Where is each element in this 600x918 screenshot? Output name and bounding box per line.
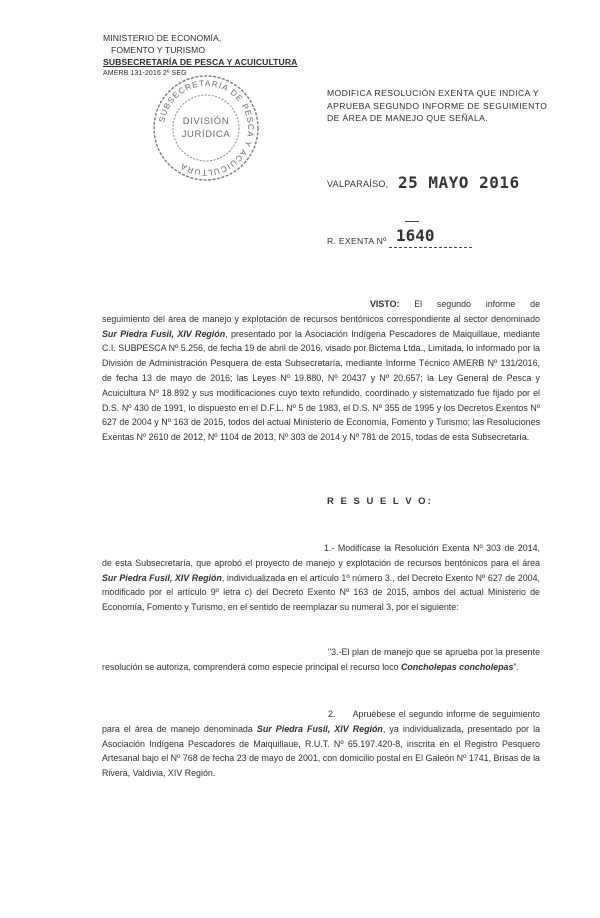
item2-number: 2. [328, 709, 336, 719]
date-stamp: 25 MAYO 2016 [398, 173, 520, 192]
resuelvo-quote [102, 645, 540, 675]
item1-text-b: , individualizada en el artículo 1º número 3., del Decreto Exento Nº 627 de 2004, modificado por el artículo 9º letra c) del Decreto Exento Nº 163 de 2015, ambos del actual Ministerio de Economía, Fomento y Turismo, en el sentido de reemplazar su numeral 3, por el siguiente: [102, 572, 540, 613]
item1-text-a: 1.- Modifícase la Resolución Exenta Nº 303 de 2014, de esta Subsecretaría, que aprobó el proyecto de manejo y explotación de recursos bentónicos para el área [102, 543, 540, 568]
resuelvo-item-1 [102, 541, 540, 615]
resuelvo-heading: R E S U E L V O: [327, 496, 433, 507]
date-place: VALPARAÍSO, [327, 179, 389, 189]
resolution-subject [327, 87, 577, 125]
number-overline [405, 221, 419, 222]
resolution-label: R. EXENTA Nº [327, 236, 387, 246]
item2-text-b: , ya individualizada, presentado por la Asociación Indígena Pescadores de Maiquillaue, R.U.T. Nº 65.197.420-8, inscrita en el Registro Pesquero Artesanal bajo el Nº 768 de fecha 23 de mayo de 2001, con domicilio postal en El Galeón Nº 1741, Brisas de la Rivera, Valdivia, XIV Región. [102, 723, 541, 779]
visto-text-1: El segundo informe de seguimiento del área de manejo y explotación de recursos bentónicos correspondiente al sector denominado [102, 299, 541, 324]
visto-section [102, 297, 540, 445]
stamp-seal-icon [150, 72, 262, 184]
subject-line2: APRUEBA SEGUNDO INFORME DE SEGUIMIENTO [327, 100, 548, 111]
number-underline [389, 247, 472, 248]
stamp-center-line1: DIVISIÓN [182, 116, 230, 127]
resolution-number: 1640 [396, 226, 435, 245]
item2-text-a: Apruébese el segundo informe de seguimiento para el área de manejo denominada [102, 709, 540, 734]
item2-sector: Sur Piedra Fusil, XIV Región [256, 723, 383, 734]
visto-label: VISTO: [370, 299, 400, 309]
division-stamp [150, 72, 262, 184]
subject-line3: DE ÁREA DE MANEJO QUE SEÑALA. [327, 113, 489, 124]
stamp-ring-text: SUBSECRETARÍA DE PESCA Y ACUICULTURA [157, 78, 256, 178]
ministry-name: MINISTERIO DE ECONOMÍA, [103, 33, 222, 43]
svg-text:SUBSECRETARÍA DE PESCA Y ACUIC [157, 79, 255, 177]
subsecretaria-name: SUBSECRETARÍA DE PESCA Y ACUICULTURA [103, 57, 298, 67]
visto-sector: Sur Piedra Fusil, XIV Región [102, 328, 226, 339]
ministry-name-cont: FOMENTO Y TURISMO [111, 45, 206, 55]
subject-line1: MODIFICA RESOLUCIÓN EXENTA QUE INDICA Y [327, 88, 540, 98]
item1-sector: Sur Piedra Fusil, XIV Región [102, 572, 222, 583]
quote-text-b: ". [513, 661, 520, 672]
stamp-center-line2: JURÍDICA [181, 129, 231, 140]
quote-text-a: "3.-El plan de manejo que se aprueba por la presente resolución se autoriza, comprenderá como especie principal el recurso loco [102, 647, 540, 672]
quote-species: Concholepas concholepas [400, 661, 514, 672]
resuelvo-item-2 [102, 707, 540, 781]
visto-text-2: , presentado por la Asociación Indígena Pescadores de Maiquillaue, mediante C.I. SUBPESCA Nº 5.256, de fecha 19 de abril de 2016, visado por Bictema Ltda., Limitada, lo informado por la División de Administración Pesquera de esta Subsecretaría, mediante Informe Técnico AMERB Nº 131/2016, de fecha 13 de mayo de 2016; las Leyes Nº 19.880, Nº 20437 y Nº 20.657; la Ley General de Pesca y Acuicultura Nº 18.892 y sus modificaciones cuyo texto refundido, coordinado y sistematizado fue fijado por el D.S. Nº 430 de 1991, lo dispuesto en el D.F.L. Nº 5 de 1983, el D.S. Nº 355 de 1995 y los Decretos Exentos Nº 627 de 2004 y Nº 163 de 2015, todos del actual Ministerio de Economía, Fomento y Turismo; las Resoluciones Exentas Nº 2610 de 2012, Nº 1104 de 2013, Nº 303 de 2014 y Nº 781 de 2015, todas de esta Subsecretaría. [102, 328, 540, 443]
file-code: AMERB 131-2016 2º SEG [103, 70, 187, 77]
